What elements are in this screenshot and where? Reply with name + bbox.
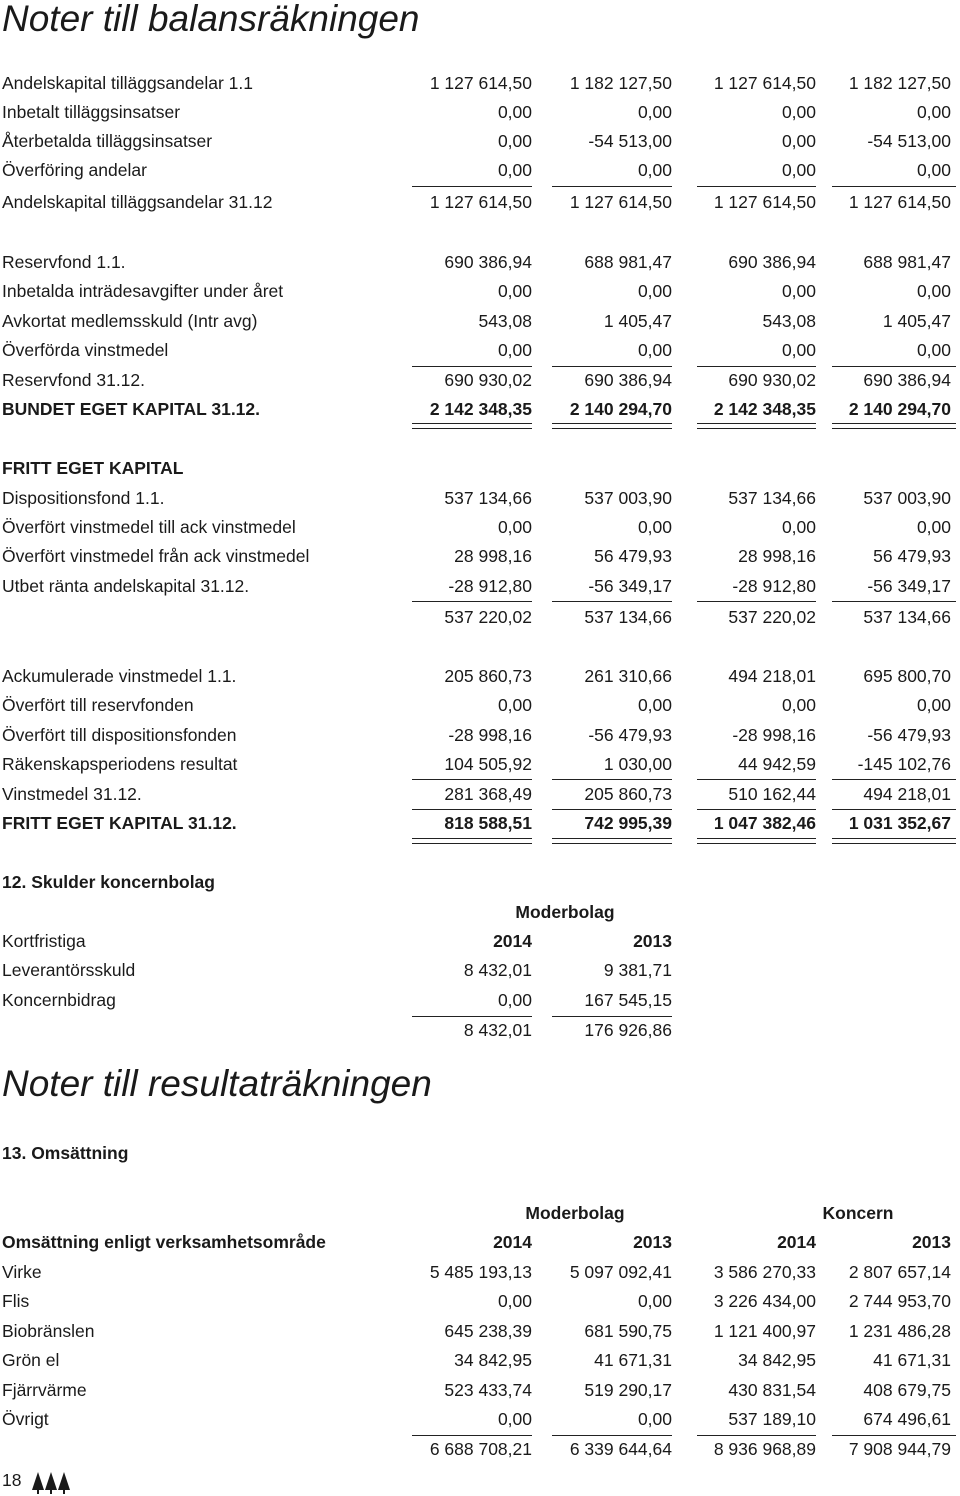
note-13-title: 13. Omsättning bbox=[2, 1143, 129, 1163]
sum-line bbox=[412, 186, 532, 187]
table-row: Överfört vinstmedel från ack vinstmedel 28 998,16 56 479,93 28 998,16 56 479,93 bbox=[2, 546, 951, 566]
double-sum-line bbox=[832, 838, 956, 844]
sum-line bbox=[552, 601, 672, 602]
table-row: Överfört till reservfonden 0,00 0,00 0,00 0,00 bbox=[2, 695, 951, 715]
sum-line bbox=[697, 366, 816, 367]
sum-line bbox=[552, 779, 672, 780]
table-row: Vinstmedel 31.12. 281 368,49 205 860,73 510 162,44 494 218,01 bbox=[2, 784, 951, 804]
sum-line bbox=[697, 186, 816, 187]
table-row: Överföring andelar 0,00 0,00 0,00 0,00 bbox=[2, 160, 951, 180]
note-13-group-koncern: Koncern bbox=[822, 1203, 894, 1223]
table-header: Kortfristiga 2014 2013 bbox=[2, 931, 672, 951]
table-row: Grön el 34 842,95 41 671,31 34 842,95 41 671,31 bbox=[2, 1350, 951, 1370]
sum-line bbox=[552, 186, 672, 187]
table-row: FRITT EGET KAPITAL 31.12. 818 588,51 742 995,39 1 047 382,46 1 031 352,67 bbox=[2, 813, 951, 833]
table-row: Fjärrvärme 523 433,74 519 290,17 430 831,54 408 679,75 bbox=[2, 1380, 951, 1400]
table-row: Leverantörsskuld 8 432,01 9 381,71 bbox=[2, 960, 672, 980]
double-sum-line bbox=[697, 838, 816, 844]
sum-line bbox=[412, 1016, 532, 1017]
sum-line bbox=[832, 809, 956, 810]
table-row: Andelskapital tilläggsandelar 1.1 1 127 614,50 1 182 127,50 1 127 614,50 1 182 127,50 bbox=[2, 73, 951, 93]
table-row: Dispositionsfond 1.1. 537 134,66 537 003,90 537 134,66 537 003,90 bbox=[2, 488, 951, 508]
table-row: Andelskapital tilläggsandelar 31.12 1 127 614,50 1 127 614,50 1 127 614,50 1 127 614,50 bbox=[2, 192, 951, 212]
note-12-title: 12. Skulder koncernbolag bbox=[2, 872, 215, 892]
table-row: Inbetalda inträdesavgifter under året 0,00 0,00 0,00 0,00 bbox=[2, 281, 951, 301]
sum-line bbox=[697, 779, 816, 780]
table-row: Biobränslen 645 238,39 681 590,75 1 121 400,97 1 231 486,28 bbox=[2, 1321, 951, 1341]
note-13-group-moderbolag: Moderbolag bbox=[525, 1203, 625, 1223]
double-sum-line bbox=[412, 838, 532, 844]
sum-line bbox=[697, 809, 816, 810]
double-sum-line bbox=[697, 423, 816, 429]
section-heading: FRITT EGET KAPITAL bbox=[2, 458, 184, 478]
sum-line bbox=[697, 1435, 816, 1436]
table-header: Omsättning enligt verksamhetsområde 2014 2013 2014 2013 bbox=[2, 1232, 951, 1252]
sum-line bbox=[832, 366, 956, 367]
table-row: Övrigt 0,00 0,00 537 189,10 674 496,61 bbox=[2, 1409, 951, 1429]
sum-line bbox=[552, 1016, 672, 1017]
table-row: Överfört till dispositionsfonden -28 998,16 -56 479,93 -28 998,16 -56 479,93 bbox=[2, 725, 951, 745]
table-row: 6 688 708,21 6 339 644,64 8 936 968,89 7 908 944,79 bbox=[429, 1439, 951, 1459]
table-row: Överförda vinstmedel 0,00 0,00 0,00 0,00 bbox=[2, 340, 951, 360]
table-row: Överfört vinstmedel till ack vinstmedel 0,00 0,00 0,00 0,00 bbox=[2, 517, 951, 537]
table-row: BUNDET EGET KAPITAL 31.12. 2 142 348,35 2 140 294,70 2 142 348,35 2 140 294,70 bbox=[2, 399, 951, 419]
sum-line bbox=[552, 809, 672, 810]
sum-line bbox=[552, 366, 672, 367]
note-12-group: Moderbolag bbox=[515, 902, 615, 922]
table-row: Reservfond 31.12. 690 930,02 690 386,94 690 930,02 690 386,94 bbox=[2, 370, 951, 390]
result-heading: Noter till resultaträkningen bbox=[2, 1063, 432, 1104]
table-row: Inbetalt tilläggsinsatser 0,00 0,00 0,00 0,00 bbox=[2, 102, 951, 122]
balance-heading: Noter till balansräkningen bbox=[2, 0, 420, 39]
sum-line bbox=[412, 779, 532, 780]
sum-line bbox=[412, 601, 532, 602]
table-row: Flis 0,00 0,00 3 226 434,00 2 744 953,70 bbox=[2, 1291, 951, 1311]
table-row: Återbetalda tilläggsinsatser 0,00 -54 513,00 0,00 -54 513,00 bbox=[2, 131, 951, 151]
sum-line bbox=[832, 186, 956, 187]
table-row: Avkortat medlemsskuld (Intr avg) 543,08 1 405,47 543,08 1 405,47 bbox=[2, 311, 951, 331]
table-row: Virke 5 485 193,13 5 097 092,41 3 586 270,33 2 807 657,14 bbox=[2, 1262, 951, 1282]
table-row: 8 432,01 176 926,86 bbox=[463, 1020, 672, 1040]
sum-line bbox=[412, 1435, 532, 1436]
sum-line bbox=[832, 1435, 956, 1436]
table-row: 537 220,02 537 134,66 537 220,02 537 134,66 bbox=[444, 607, 951, 627]
three-trees-icon bbox=[32, 1472, 70, 1494]
double-sum-line bbox=[412, 423, 532, 429]
sum-line bbox=[552, 1435, 672, 1436]
sum-line bbox=[412, 366, 532, 367]
table-row: Reservfond 1.1. 690 386,94 688 981,47 690 386,94 688 981,47 bbox=[2, 252, 951, 272]
page-number: 18 bbox=[2, 1470, 22, 1490]
sum-line bbox=[832, 601, 956, 602]
table-row: Utbet ränta andelskapital 31.12. -28 912,80 -56 349,17 -28 912,80 -56 349,17 bbox=[2, 576, 951, 596]
table-row: Räkenskapsperiodens resultat 104 505,92 1 030,00 44 942,59 -145 102,76 bbox=[2, 754, 951, 774]
table-row: Ackumulerade vinstmedel 1.1. 205 860,73 261 310,66 494 218,01 695 800,70 bbox=[2, 666, 951, 686]
sum-line bbox=[697, 601, 816, 602]
sum-line bbox=[832, 779, 956, 780]
sum-line bbox=[412, 809, 532, 810]
table-row: Koncernbidrag 0,00 167 545,15 bbox=[2, 990, 672, 1010]
double-sum-line bbox=[552, 423, 672, 429]
double-sum-line bbox=[832, 423, 956, 429]
double-sum-line bbox=[552, 838, 672, 844]
